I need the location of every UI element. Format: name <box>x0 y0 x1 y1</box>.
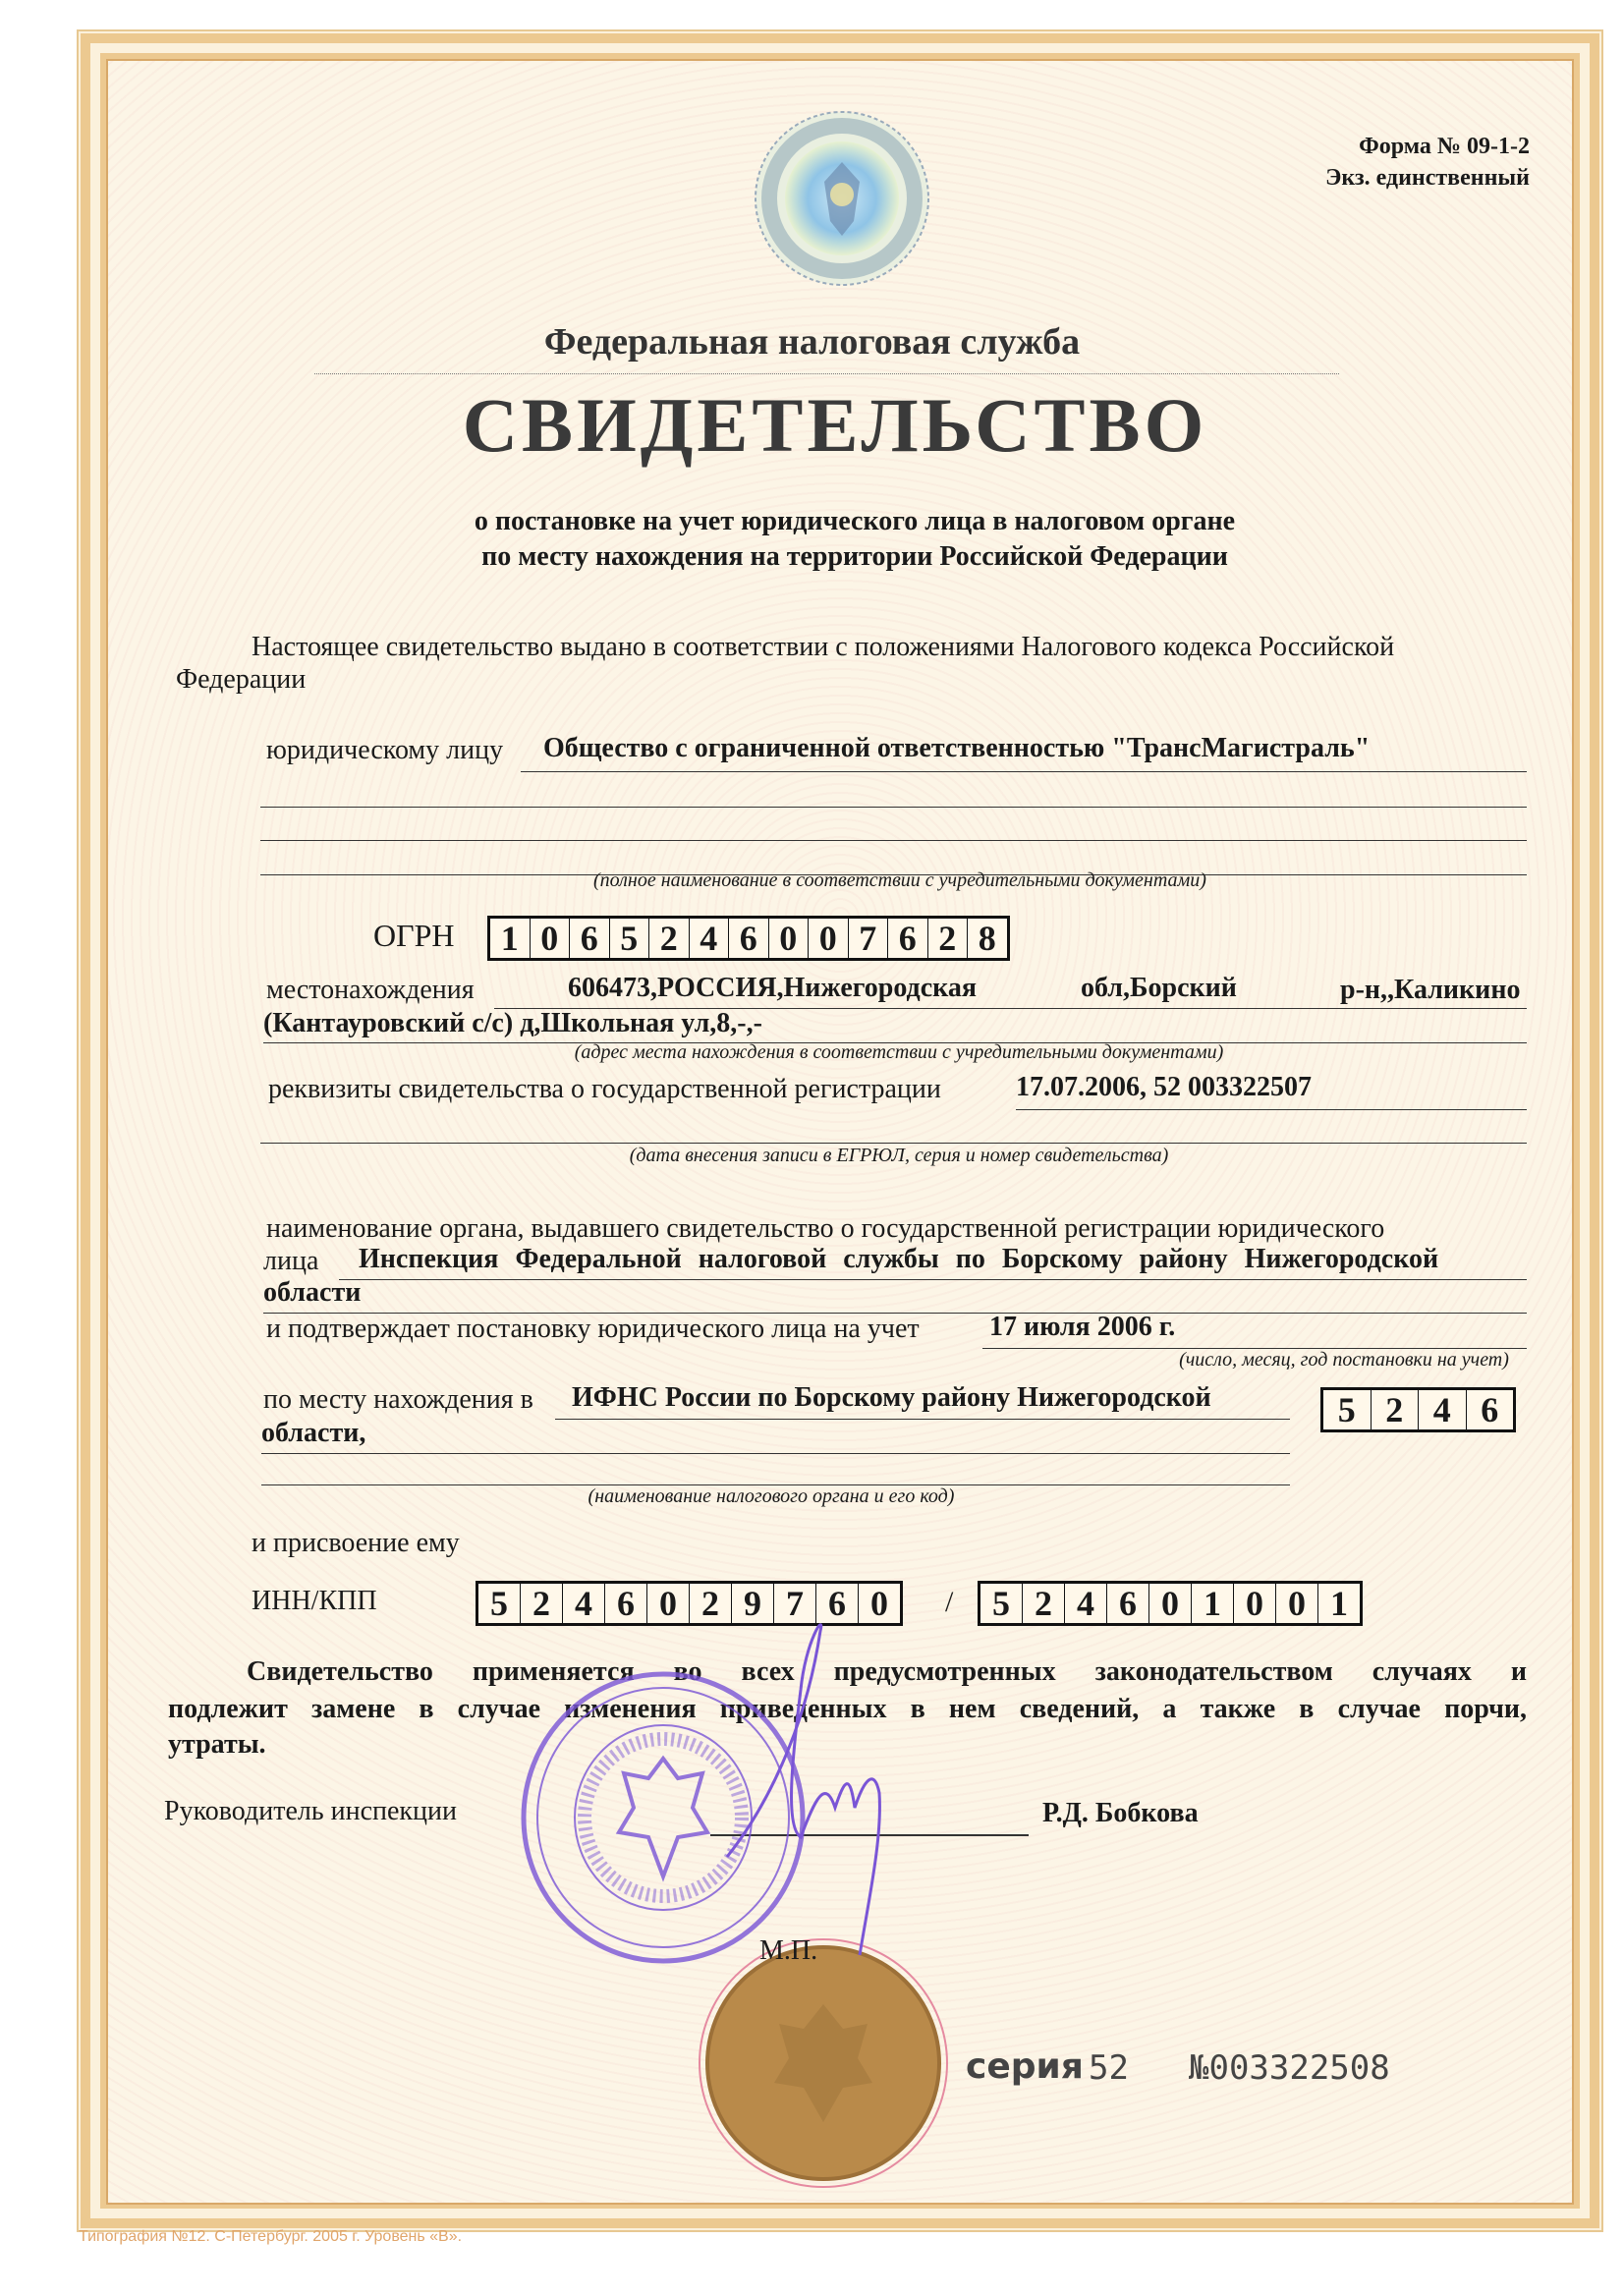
agency-divider <box>314 373 1339 374</box>
digit-box: 2 <box>520 1584 562 1623</box>
copy-note: Экз. единственный <box>1325 165 1530 191</box>
address-part: 606473,РОССИЯ,Нижегородская <box>568 973 978 1003</box>
inn-kpp-label: ИНН/КПП <box>252 1586 377 1616</box>
intro-line1: Настоящее свидетельство выдано в соответствии с положениями Налогового кодекса Российской <box>252 632 1395 662</box>
digit-box: 6 <box>1106 1584 1148 1623</box>
address-label: местонахождения <box>266 975 475 1005</box>
issuer-label-line1: наименование органа, выдавшего свидетельство о государственной регистрации юридического <box>266 1213 1385 1244</box>
intro-line2: Федерации <box>176 664 307 695</box>
digit-box: 1 <box>1317 1584 1360 1623</box>
digit-box: 6 <box>1466 1390 1514 1429</box>
address-caption: (адрес места нахождения в соответствии с учредительными документами) <box>574 1041 1224 1063</box>
tax-office-caption: (наименование налогового органа и его код) <box>588 1485 955 1507</box>
digit-box: 4 <box>1418 1390 1466 1429</box>
digit-box: 0 <box>808 919 848 958</box>
gold-seal <box>696 1935 951 2191</box>
tax-office-value-line2: области, <box>261 1418 366 1448</box>
digit-box: 5 <box>1337 1390 1356 1429</box>
tax-office-value-line1: ИФНС России по Борскому району Нижегородской <box>572 1382 1211 1413</box>
issuer-value-line2: области <box>263 1277 362 1308</box>
digit-box: 2 <box>1022 1584 1064 1623</box>
digit-box: 4 <box>689 919 729 958</box>
digit-box: 5 <box>490 1584 508 1623</box>
digit-box: 5 <box>992 1584 1010 1623</box>
digit-box: 6 <box>815 1584 858 1623</box>
issuer-label-line2: лица <box>263 1246 319 1276</box>
validity-line2: подлежит замене в случае изменения приведенных в нем сведений, а также в случае порчи, <box>168 1694 1527 1724</box>
digit-box: 6 <box>569 919 609 958</box>
validity-line3: утраты. <box>168 1729 266 1760</box>
digit-box: 0 <box>1233 1584 1275 1623</box>
digit-box: 5 <box>609 919 649 958</box>
digit-box: 2 <box>1371 1390 1419 1429</box>
ogrn-digit-boxes <box>487 916 1010 961</box>
underline <box>555 1419 1290 1420</box>
signatory-role: Руководитель инспекции <box>164 1796 457 1826</box>
digit-box: 9 <box>731 1584 773 1623</box>
digit-box: 7 <box>773 1584 815 1623</box>
digit-box: 0 <box>858 1584 900 1623</box>
digit-box: 6 <box>887 919 927 958</box>
tax-office-code-boxes <box>1320 1387 1516 1432</box>
signatory-name: Р.Д. Бобкова <box>1042 1798 1199 1828</box>
confirmation-caption: (число, месяц, год постановки на учет) <box>1179 1349 1509 1371</box>
assignment-label: и присвоение ему <box>252 1528 460 1558</box>
address-part: обл,Борский <box>1081 973 1237 1003</box>
series-label: серия <box>966 2046 1084 2087</box>
agency-name: Федеральная налоговая служба <box>543 321 1081 363</box>
confirmation-date: 17 июля 2006 г. <box>989 1312 1176 1342</box>
underline <box>1016 1109 1527 1110</box>
digit-box: 2 <box>648 919 689 958</box>
registration-label: реквизиты свидетельства о государственной регистрации <box>268 1074 941 1104</box>
registration-caption: (дата внесения записи в ЕГРЮЛ, серия и номер свидетельства) <box>629 1145 1169 1166</box>
entity-caption: (полное наименование в соответствии с учредительными документами) <box>593 869 1206 891</box>
confirmation-label: и подтверждает постановку юридического лица на учет <box>266 1314 920 1344</box>
digit-box: 7 <box>848 919 888 958</box>
address-part: р-н,,Каликино <box>1340 975 1521 1005</box>
tax-office-label: по месту нахождения в <box>263 1384 533 1415</box>
digit-box: 2 <box>689 1584 731 1623</box>
digit-box: 6 <box>604 1584 646 1623</box>
inn-kpp-separator: / <box>945 1586 954 1618</box>
subtitle-line1: о постановке на учет юридического лица в налоговом органе <box>474 506 1236 536</box>
subtitle-line2: по месту нахождения на территории Российской Федерации <box>481 541 1228 572</box>
printer-footer: Типография №12. С-Петербург. 2005 г. Уровень «В». <box>79 2228 463 2245</box>
entity-name: Общество с ограниченной ответственностью "ТрансМагистраль" <box>543 733 1371 763</box>
digit-box: 2 <box>927 919 968 958</box>
issuer-value-line1: Инспекция Федеральной налоговой службы по Борскому району Нижегородской <box>359 1244 1439 1274</box>
kpp-digit-boxes <box>978 1581 1363 1626</box>
address-line2: (Кантауровский с/с) д,Школьная ул,8,-,- <box>263 1008 762 1038</box>
validity-line1: Свидетельство применяется во всех предусмотренных законодательством случаях и <box>247 1656 1527 1687</box>
digit-box: 0 <box>530 919 570 958</box>
underline <box>260 807 1527 808</box>
underline <box>521 771 1527 772</box>
ogrn-label: ОГРН <box>373 918 455 953</box>
digit-box: 0 <box>768 919 809 958</box>
handwritten-signature <box>688 1611 943 1965</box>
document-title: СВИДЕТЕЛЬСТВО <box>462 382 1208 468</box>
fns-hologram-emblem <box>752 108 933 290</box>
digit-box: 0 <box>1275 1584 1317 1623</box>
digit-box: 1 <box>500 919 519 958</box>
seal-place-label: М.П. <box>759 1935 818 1966</box>
underline <box>261 1453 1290 1454</box>
digit-box: 0 <box>1148 1584 1191 1623</box>
digit-box: 8 <box>967 919 1007 958</box>
digit-box: 4 <box>562 1584 604 1623</box>
series-value: 52 <box>1089 2048 1129 2088</box>
underline <box>339 1279 1527 1280</box>
digit-box: 0 <box>646 1584 689 1623</box>
underline <box>260 840 1527 841</box>
entity-label: юридическому лицу <box>266 735 504 765</box>
underline <box>260 1143 1527 1144</box>
digit-box: 6 <box>728 919 768 958</box>
form-number: Форма № 09-1-2 <box>1359 134 1530 159</box>
digit-box: 1 <box>1191 1584 1233 1623</box>
digit-box: 4 <box>1064 1584 1106 1623</box>
serial-number: №003322508 <box>1189 2048 1390 2088</box>
registration-value: 17.07.2006, 52 003322507 <box>1016 1072 1312 1102</box>
